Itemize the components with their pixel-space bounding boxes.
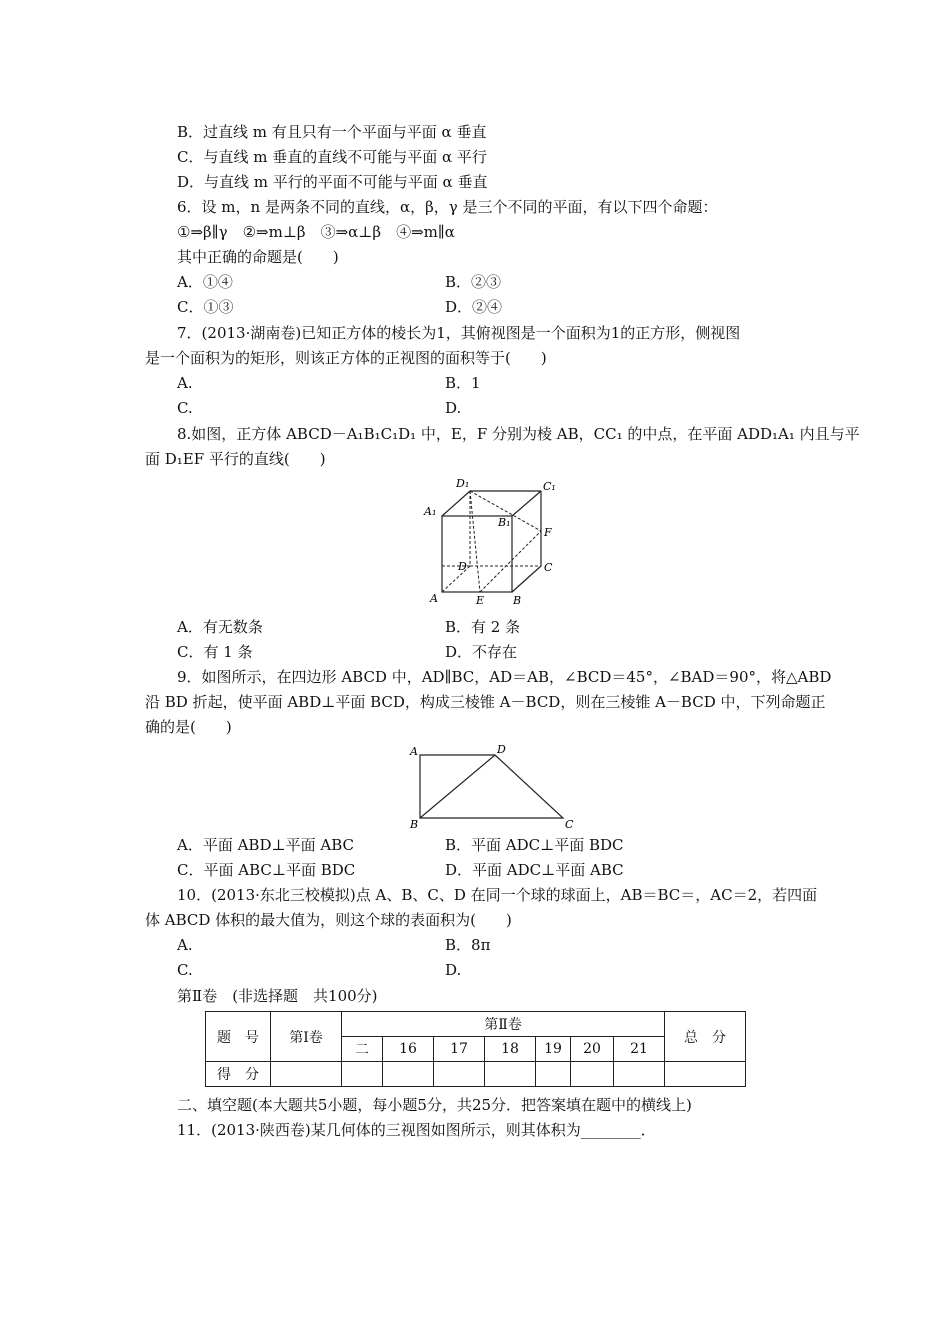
th-juan1: 第Ⅰ卷 (271, 1012, 342, 1062)
q7-option-a: A. (177, 374, 193, 392)
q7-line1: 7．(2013·湖南卷)已知正方体的棱长为1，其俯视图是一个面积为1的正方形，侧视图 (177, 324, 741, 342)
score-cell[interactable] (614, 1062, 665, 1087)
cube-label-a1: A₁ (424, 505, 437, 518)
cube-label-c1: C₁ (543, 480, 556, 493)
score-cell[interactable] (271, 1062, 342, 1087)
q6-stem: 6．设 m，n 是两条不同的直线，α，β，γ 是三个不同的平面，有以下四个命题： (177, 198, 718, 216)
q7-line2: 是一个面积为的矩形，则该正方体的正视图的面积等于( ) (145, 349, 547, 367)
quad-label-a: A (410, 745, 418, 758)
q7-option-b: B．1 (445, 374, 481, 392)
th-col: 17 (434, 1037, 485, 1062)
q8-option-d: D．不存在 (445, 643, 518, 661)
th-col: 16 (383, 1037, 434, 1062)
th-col: 20 (571, 1037, 614, 1062)
q10-line2: 体 ABCD 体积的最大值为，则这个球的表面积为( ) (145, 911, 512, 929)
score-cell[interactable] (536, 1062, 571, 1087)
cube-label-b1: B₁ (498, 516, 511, 529)
q6-propositions: ①⇒β∥γ ②⇒m⊥β ③⇒α⊥β ④⇒m∥α (177, 223, 455, 241)
q7-option-d: D. (445, 399, 462, 417)
q6-option-d: D．②④ (445, 298, 503, 316)
q9-line2: 沿 BD 折起，使平面 ABD⊥平面 BCD，构成三棱锥 A－BCD，则在三棱锥 A－BCD 中，下列命题正 (145, 693, 826, 711)
q8-option-a: A．有无数条 (177, 618, 263, 636)
q9-option-a: A．平面 ABD⊥平面 ABC (177, 836, 354, 854)
cube-label-d: D (458, 560, 467, 573)
quadrilateral-figure (405, 740, 580, 830)
score-cell[interactable] (434, 1062, 485, 1087)
q10-option-d: D. (445, 961, 462, 979)
th-col: 二 (342, 1037, 383, 1062)
th-col: 19 (536, 1037, 571, 1062)
q9-line3: 确的是( ) (145, 718, 232, 736)
score-table (205, 1011, 746, 1087)
q6-option-b: B．②③ (445, 273, 502, 291)
quad-label-b: B (410, 818, 419, 830)
q6-option-a: A．①④ (177, 273, 233, 291)
score-cell[interactable] (485, 1062, 536, 1087)
q10-option-b: B．8π (445, 936, 491, 954)
q8-line1: 8.如图，正方体 ABCD－A₁B₁C₁D₁ 中，E，F 分别为棱 AB，CC₁ 的中点，在平面 ADD₁A₁ 内且与平 (177, 425, 860, 443)
q10-line1: 10．(2013·东北三校模拟)点 A、B、C、D 在同一个球的球面上，AB＝BC＝，AC＝2，若四面 (177, 886, 818, 904)
q8-option-b: B．有 2 条 (445, 618, 521, 636)
q9-option-b: B．平面 ADC⊥平面 BDC (445, 836, 624, 854)
q9-line1: 9．如图所示，在四边形 ABCD 中，AD∥BC，AD＝AB，∠BCD＝45°，∠BAD＝90°，将△ABD (177, 668, 832, 686)
q6-option-c: C．①③ (177, 298, 234, 316)
q8-line2: 面 D₁EF 平行的直线( ) (145, 450, 326, 468)
q9-option-c: C．平面 ABC⊥平面 BDC (177, 861, 356, 879)
score-cell[interactable] (571, 1062, 614, 1087)
quad-label-c: C (565, 818, 574, 830)
q10-option-c: C. (177, 961, 193, 979)
cube-label-a: A (430, 592, 438, 605)
th-tihao: 题 号 (206, 1012, 271, 1062)
score-cell[interactable] (665, 1062, 746, 1087)
cube-label-e: E (476, 594, 485, 607)
td-defen: 得 分 (206, 1062, 271, 1087)
score-cell[interactable] (383, 1062, 434, 1087)
q5-option-b: B．过直线 m 有且只有一个平面与平面 α 垂直 (177, 123, 487, 141)
q6-ask: 其中正确的命题是( ) (177, 248, 339, 266)
q8-option-c: C．有 1 条 (177, 643, 253, 661)
th-juan2: 第Ⅱ卷 (342, 1012, 665, 1037)
section2-heading: 二、填空题(本大题共5小题，每小题5分，共25分．把答案填在题中的横线上) (177, 1096, 692, 1114)
quad-label-d: D (497, 743, 506, 756)
q11-stem: 11．(2013·陕西卷)某几何体的三视图如图所示，则其体积为________． (177, 1121, 656, 1139)
th-zongfen: 总 分 (665, 1012, 746, 1062)
q9-option-d: D．平面 ADC⊥平面 ABC (445, 861, 624, 879)
cube-label-d1: D₁ (456, 477, 470, 490)
q5-option-c: C．与直线 m 垂直的直线不可能与平面 α 平行 (177, 148, 487, 166)
th-col: 21 (614, 1037, 665, 1062)
q10-option-a: A. (177, 936, 193, 954)
score-cell[interactable] (342, 1062, 383, 1087)
th-col: 18 (485, 1037, 536, 1062)
cube-label-c: C (544, 561, 553, 574)
cube-label-b: B (513, 594, 522, 607)
cube-figure (420, 475, 570, 610)
q5-option-d: D．与直线 m 平行的平面不可能与平面 α 垂直 (177, 173, 488, 191)
part2-heading: 第Ⅱ卷 (非选择题 共100分) (177, 987, 378, 1005)
q7-option-c: C. (177, 399, 193, 417)
cube-label-f: F (544, 526, 552, 539)
